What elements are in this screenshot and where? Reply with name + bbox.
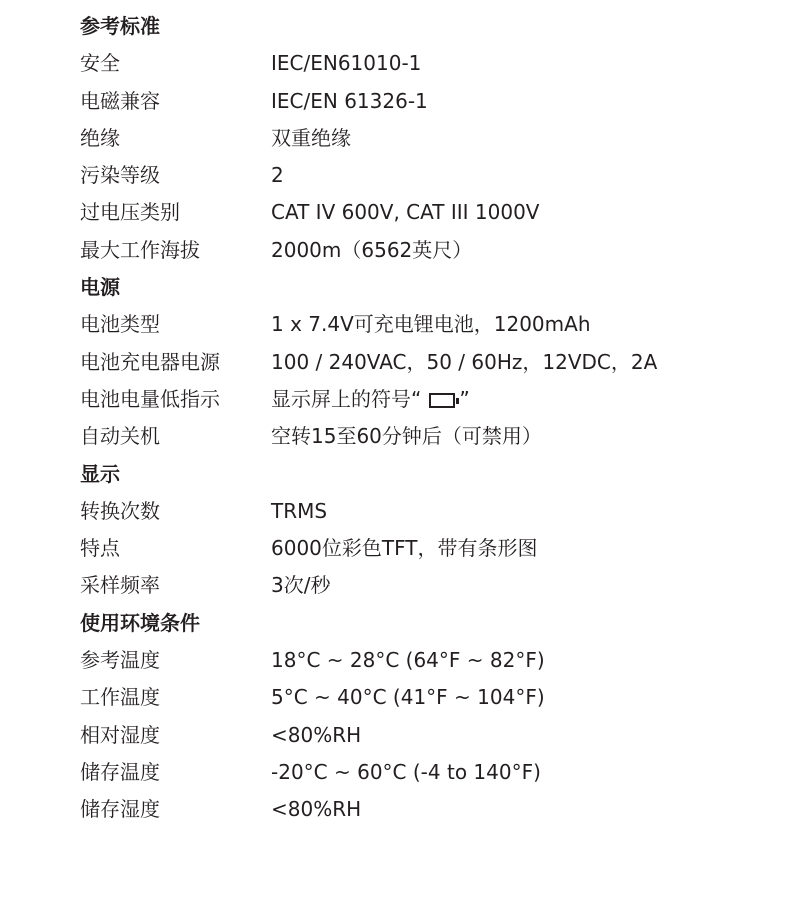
section-title: 显示 bbox=[80, 461, 120, 486]
section-header-power bbox=[0, 269, 790, 306]
spec-row-battery-type bbox=[0, 306, 790, 343]
spec-row-operating-temperature bbox=[0, 679, 790, 716]
spec-value: 3次/秒 bbox=[271, 573, 331, 598]
spec-row-auto-power-off bbox=[0, 418, 790, 455]
section-title: 电源 bbox=[80, 275, 120, 300]
spec-value-suffix: ” bbox=[459, 386, 470, 411]
spec-value: <80%RH bbox=[271, 722, 362, 747]
section-title: 参考标准 bbox=[80, 14, 160, 38]
spec-value: 6000位彩色TFT，带有条形图 bbox=[271, 536, 538, 561]
spec-value: <80%RH bbox=[271, 797, 362, 822]
spec-row-low-battery-indicator bbox=[0, 381, 790, 418]
spec-label: 相对湿度 bbox=[80, 722, 160, 747]
spec-row-relative-humidity bbox=[0, 717, 790, 754]
spec-label: 电池电量低指示 bbox=[80, 386, 220, 411]
spec-label: 参考温度 bbox=[80, 648, 160, 673]
spec-value: IEC/EN61010-1 bbox=[271, 51, 422, 76]
spec-row-pollution-degree bbox=[0, 157, 790, 194]
spec-label: 特点 bbox=[80, 536, 120, 561]
spec-value-prefix: 显示屏上的符号“ bbox=[271, 386, 422, 411]
spec-label: 储存温度 bbox=[80, 759, 160, 784]
spec-row-safety bbox=[0, 45, 790, 82]
spec-label: 电池充电器电源 bbox=[80, 349, 220, 374]
spec-value bbox=[271, 381, 470, 418]
spec-value: 100 / 240VAC，50 / 60Hz，12VDC，2A bbox=[271, 349, 658, 374]
spec-value: IEC/EN 61326-1 bbox=[271, 88, 428, 113]
spec-value: TRMS bbox=[271, 498, 328, 523]
spec-value: CAT IV 600V, CAT III 1000V bbox=[271, 200, 540, 225]
spec-row-emc bbox=[0, 83, 790, 120]
spec-row-charger-power bbox=[0, 344, 790, 381]
section-header-reference bbox=[0, 8, 790, 45]
spec-value: 18°C ~ 28°C (64°F ~ 82°F) bbox=[271, 648, 545, 673]
spec-value: 双重绝缘 bbox=[271, 125, 351, 150]
spec-value: 2 bbox=[271, 163, 284, 188]
battery-icon bbox=[429, 393, 455, 408]
spec-label: 最大工作海拔 bbox=[80, 237, 200, 262]
spec-row-max-altitude bbox=[0, 232, 790, 269]
section-header-display bbox=[0, 456, 790, 493]
spec-row-insulation bbox=[0, 120, 790, 157]
section-header-environment bbox=[0, 605, 790, 642]
spec-label: 电池类型 bbox=[80, 312, 160, 337]
spec-value: 1 x 7.4V可充电锂电池，1200mAh bbox=[271, 312, 591, 337]
spec-label: 工作温度 bbox=[80, 685, 160, 710]
spec-label: 电磁兼容 bbox=[80, 88, 160, 113]
spec-row-reference-temperature bbox=[0, 642, 790, 679]
spec-label: 自动关机 bbox=[80, 424, 160, 449]
spec-label: 绝缘 bbox=[80, 125, 120, 150]
spec-label: 污染等级 bbox=[80, 163, 160, 188]
spec-label: 转换次数 bbox=[80, 498, 160, 523]
spec-row-overvoltage-category bbox=[0, 194, 790, 231]
spec-label: 安全 bbox=[80, 51, 120, 76]
spec-row-conversion bbox=[0, 493, 790, 530]
spec-value: 2000m（6562英尺） bbox=[271, 237, 473, 262]
spec-label: 储存湿度 bbox=[80, 797, 160, 822]
spec-label: 采样频率 bbox=[80, 573, 160, 598]
spec-value: -20°C ~ 60°C (-4 to 140°F) bbox=[271, 759, 541, 784]
spec-value: 5°C ~ 40°C (41°F ~ 104°F) bbox=[271, 685, 545, 710]
spec-row-storage-humidity bbox=[0, 791, 790, 828]
spec-label: 过电压类别 bbox=[80, 200, 180, 225]
section-title: 使用环境条件 bbox=[80, 610, 200, 635]
spec-row-features bbox=[0, 530, 790, 567]
spec-row-sampling-rate bbox=[0, 567, 790, 604]
spec-row-storage-temperature bbox=[0, 754, 790, 791]
spec-value: 空转15至60分钟后（可禁用） bbox=[271, 424, 542, 449]
